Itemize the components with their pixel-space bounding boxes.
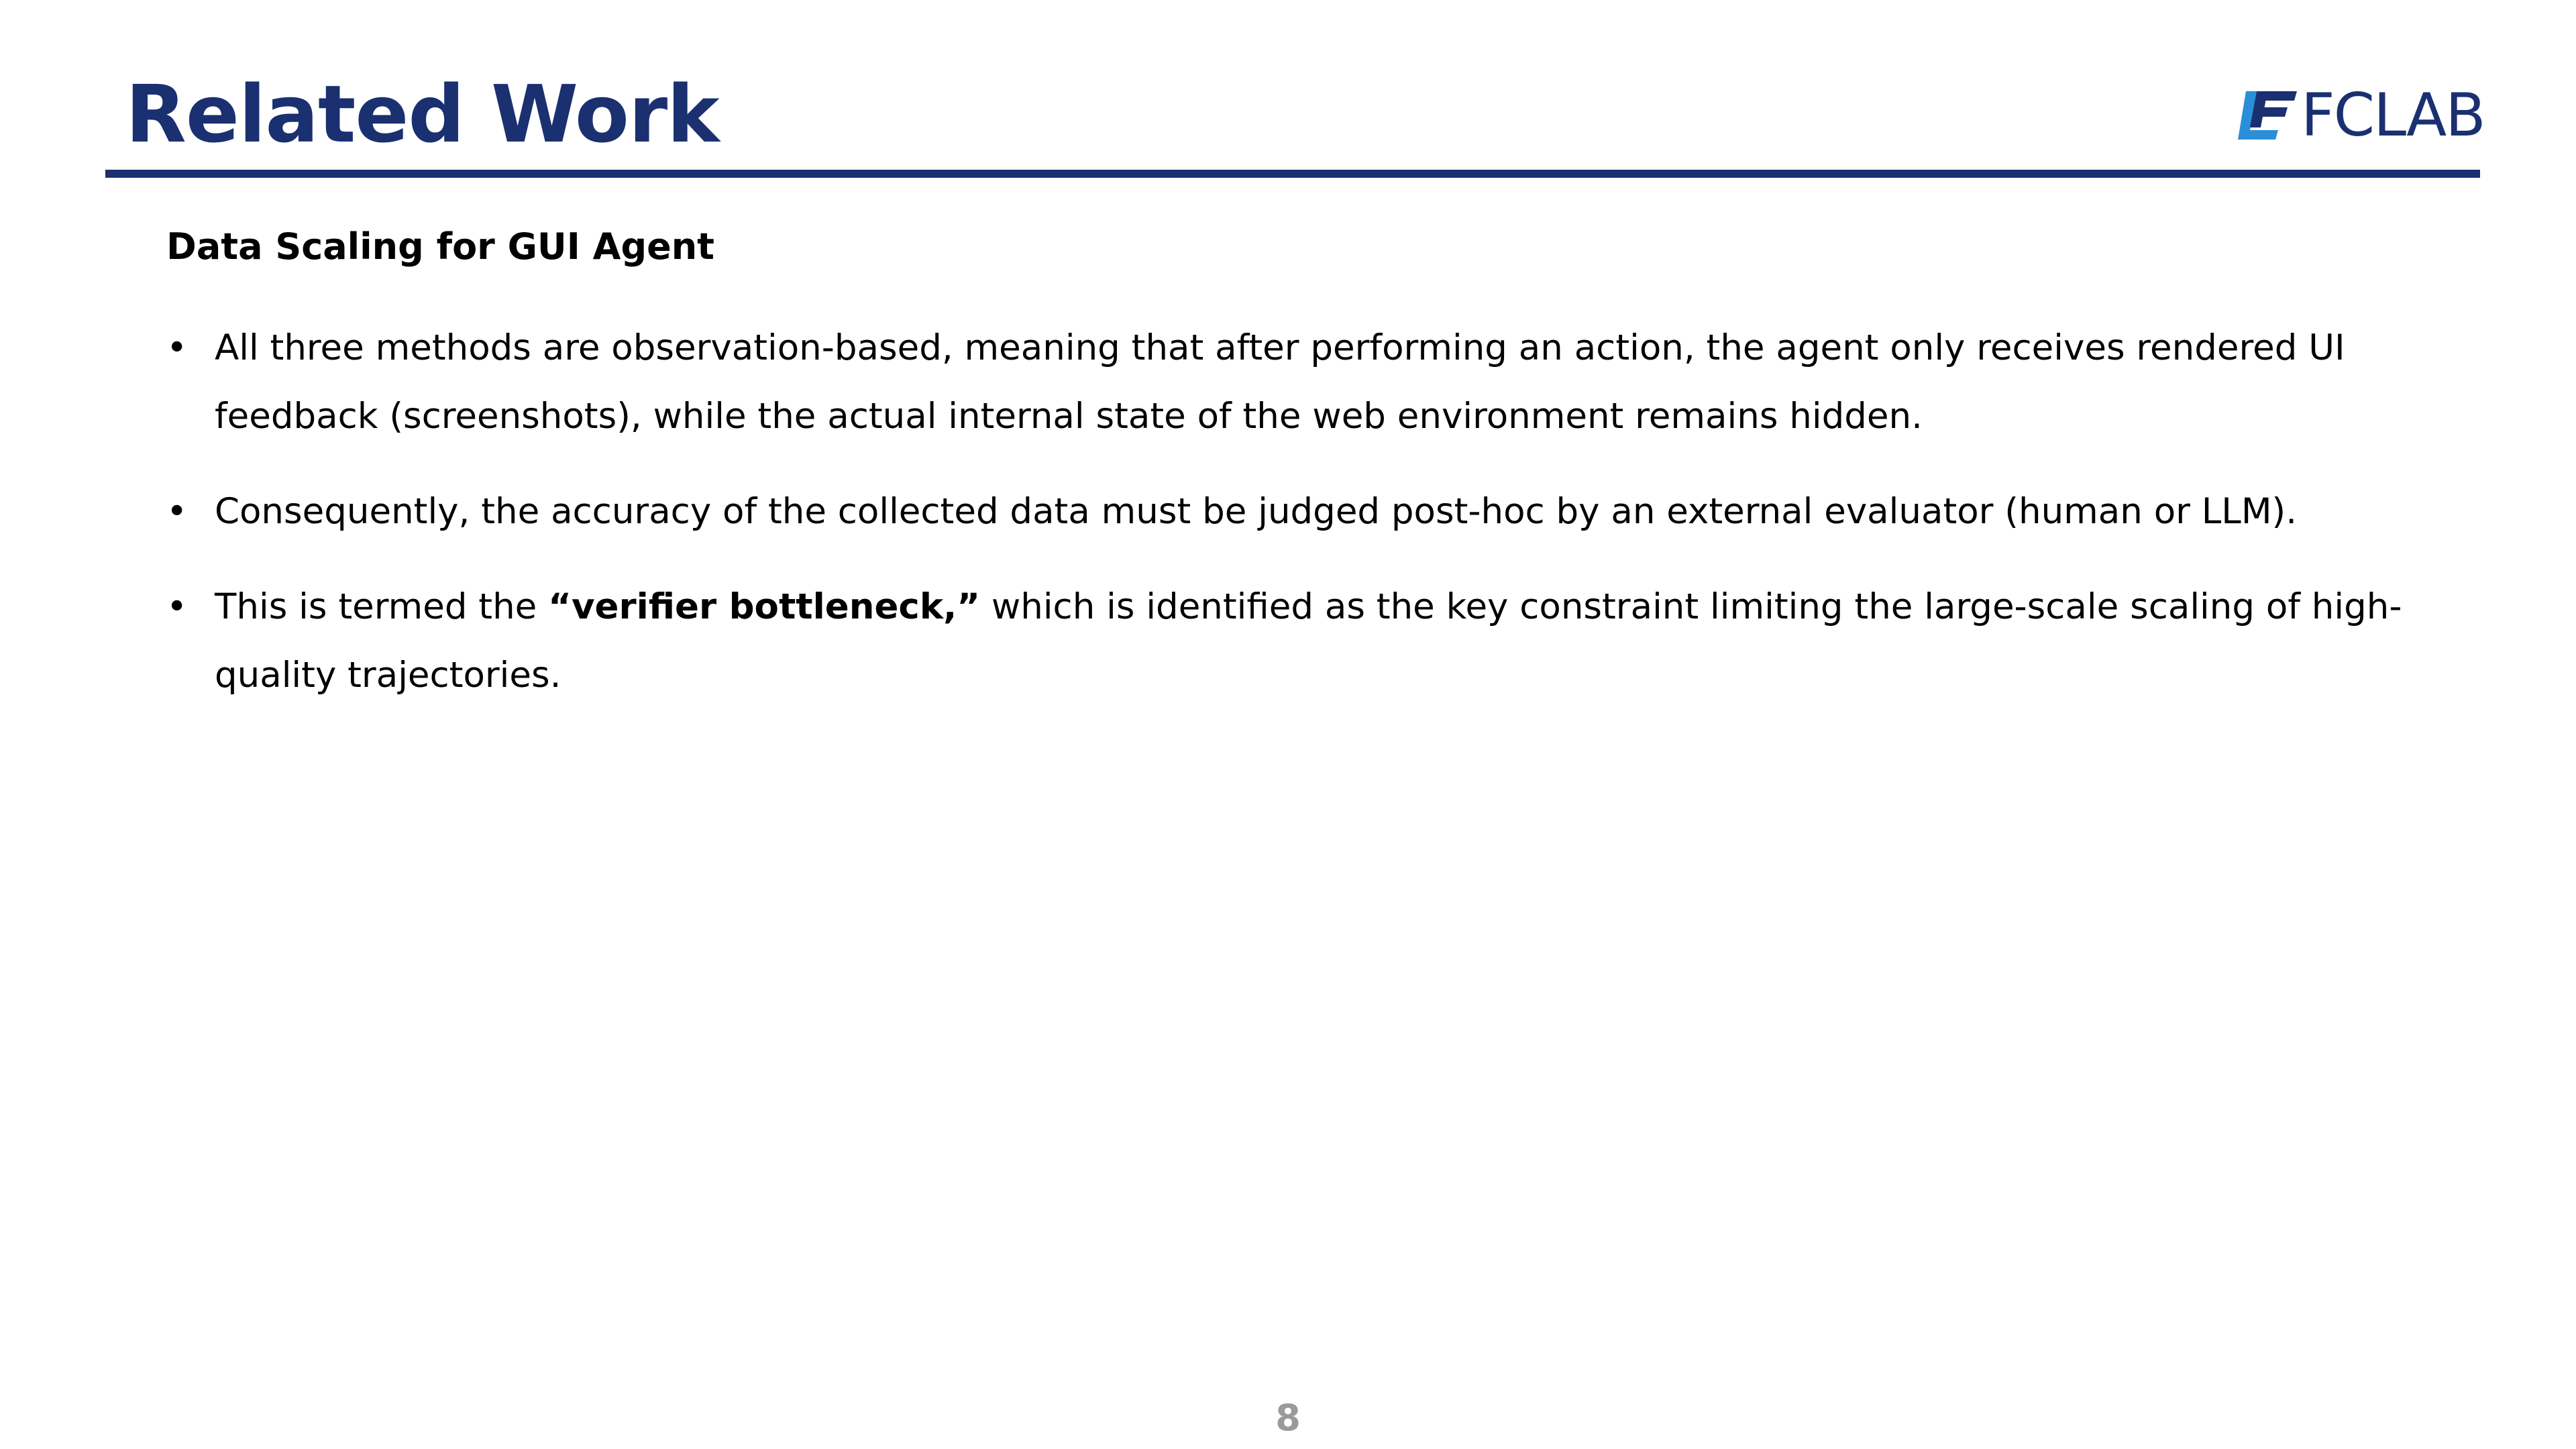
fclab-logo: [2237, 80, 2485, 150]
bullet-marker: •: [166, 327, 188, 368]
bullet-text-before: This is termed the: [215, 586, 549, 627]
logo-text: FCLAB: [2301, 80, 2485, 150]
bullet-marker: •: [166, 491, 188, 532]
bullet-marker: •: [166, 586, 188, 627]
section-heading: Data Scaling for GUI Agent: [166, 225, 714, 268]
fclab-logo-mark-icon: [2237, 89, 2298, 142]
bullet-item: [166, 314, 2447, 451]
bullet-text: Consequently, the accuracy of the collected data must be judged post-hoc by an external evaluator (human or LLM).: [215, 491, 2298, 532]
bullet-text-after: which is identified as the key constraint limiting the large-scale scaling of high-quality trajectories.: [215, 586, 2402, 696]
bullet-list: [166, 314, 2447, 737]
bullet-item: [166, 573, 2447, 710]
bullet-item: [166, 478, 2447, 546]
bullet-text: All three methods are observation-based, meaning that after performing an action, the agent only receives rendered UI feedback (screenshots), while the actual internal state of the web environment remains hidden.: [215, 327, 2345, 437]
bullet-text-bold: “verifier bottleneck,”: [548, 586, 981, 627]
page-number: 8: [1275, 1397, 1301, 1439]
title-divider: [105, 170, 2480, 178]
slide-title: Related Work: [125, 68, 719, 160]
